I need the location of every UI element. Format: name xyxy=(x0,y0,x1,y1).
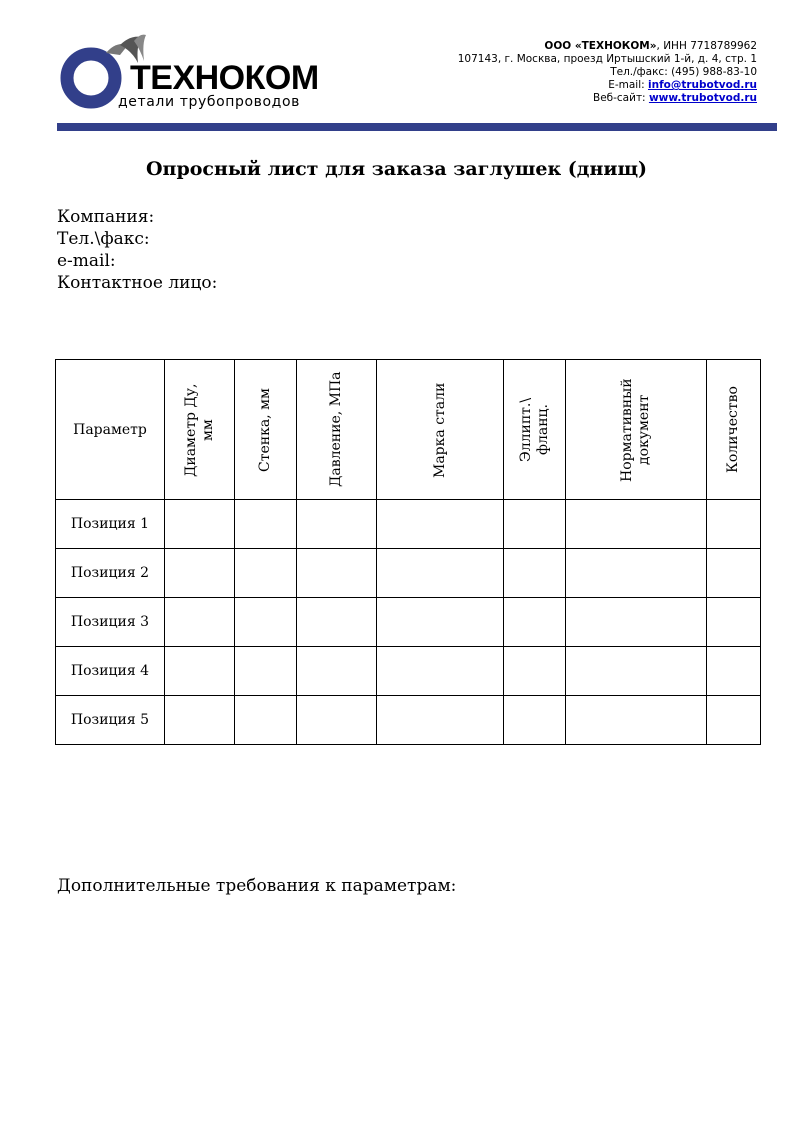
cell[interactable] xyxy=(504,696,566,745)
cell[interactable] xyxy=(707,598,761,647)
cell[interactable] xyxy=(707,549,761,598)
cell[interactable] xyxy=(165,598,235,647)
cell[interactable] xyxy=(566,647,707,696)
row-label: Позиция 5 xyxy=(56,696,165,745)
email-label: E-mail: xyxy=(608,79,648,91)
contact-block xyxy=(458,40,757,105)
site-label: Веб-сайт: xyxy=(592,92,649,104)
logo-tagline: детали трубопроводов xyxy=(118,94,300,110)
header-type: Эллипт.\ фланц. xyxy=(517,397,551,462)
row-label: Позиция 2 xyxy=(56,549,165,598)
cell[interactable] xyxy=(377,500,504,549)
cell[interactable] xyxy=(165,549,235,598)
cell[interactable] xyxy=(707,696,761,745)
field-phone: Тел.\факс: xyxy=(57,229,150,249)
additional-requirements: Дополнительные требования к параметрам: xyxy=(57,876,457,896)
cell[interactable] xyxy=(297,500,377,549)
cell[interactable] xyxy=(235,549,297,598)
address: 107143, г. Москва, проезд Иртышский 1-й, д. 4, стр. 1 xyxy=(457,53,757,65)
header-wall: Стенка, мм xyxy=(257,387,273,472)
cell[interactable] xyxy=(235,598,297,647)
cell[interactable] xyxy=(235,500,297,549)
cell[interactable] xyxy=(566,549,707,598)
contact-fields xyxy=(57,206,217,294)
cell[interactable] xyxy=(377,598,504,647)
logo xyxy=(58,33,338,113)
field-company: Компания: xyxy=(57,207,155,227)
cell[interactable] xyxy=(566,598,707,647)
email-link[interactable]: info@trubotvod.ru xyxy=(648,79,757,91)
cell[interactable] xyxy=(377,549,504,598)
cell[interactable] xyxy=(165,696,235,745)
header-quantity: Количество xyxy=(725,386,741,473)
row-label: Позиция 1 xyxy=(56,500,165,549)
cell[interactable] xyxy=(297,647,377,696)
cell[interactable] xyxy=(504,549,566,598)
table-header xyxy=(56,360,761,500)
page-title: Опросный лист для заказа заглушек (днищ) xyxy=(145,158,647,180)
inn: , ИНН 7718789962 xyxy=(656,40,757,52)
cell[interactable] xyxy=(297,549,377,598)
header-divider xyxy=(57,123,777,131)
cell[interactable] xyxy=(165,500,235,549)
cell[interactable] xyxy=(504,598,566,647)
order-table xyxy=(55,359,761,745)
cell[interactable] xyxy=(377,647,504,696)
table-row xyxy=(56,598,761,647)
row-label: Позиция 3 xyxy=(56,598,165,647)
cell[interactable] xyxy=(707,647,761,696)
field-email: e-mail: xyxy=(57,251,116,271)
phone: Тел./факс: (495) 988-83-10 xyxy=(610,66,757,78)
cell[interactable] xyxy=(235,696,297,745)
cell[interactable] xyxy=(297,696,377,745)
table-row xyxy=(56,647,761,696)
header-parameter: Параметр xyxy=(56,360,165,500)
table-row xyxy=(56,549,761,598)
company-name: ООО «ТЕХНОКОМ» xyxy=(544,40,657,52)
field-contact: Контактное лицо: xyxy=(57,273,218,293)
logo-text: ТЕХНОКОМ xyxy=(130,59,319,97)
header-pressure: Давление, МПа xyxy=(328,371,344,488)
row-label: Позиция 4 xyxy=(56,647,165,696)
cell[interactable] xyxy=(165,647,235,696)
table-row xyxy=(56,696,761,745)
cell[interactable] xyxy=(235,647,297,696)
header-standard: Нормативный документ xyxy=(619,377,652,482)
cell[interactable] xyxy=(566,500,707,549)
cell[interactable] xyxy=(566,696,707,745)
cell[interactable] xyxy=(297,598,377,647)
cell[interactable] xyxy=(504,500,566,549)
table-row xyxy=(56,500,761,549)
header-steel: Марка стали xyxy=(431,381,448,478)
cell[interactable] xyxy=(707,500,761,549)
cell[interactable] xyxy=(377,696,504,745)
site-link[interactable]: www.trubotvod.ru xyxy=(648,92,757,104)
cell[interactable] xyxy=(504,647,566,696)
header-diameter: Диаметр Ду, мм xyxy=(182,382,216,477)
